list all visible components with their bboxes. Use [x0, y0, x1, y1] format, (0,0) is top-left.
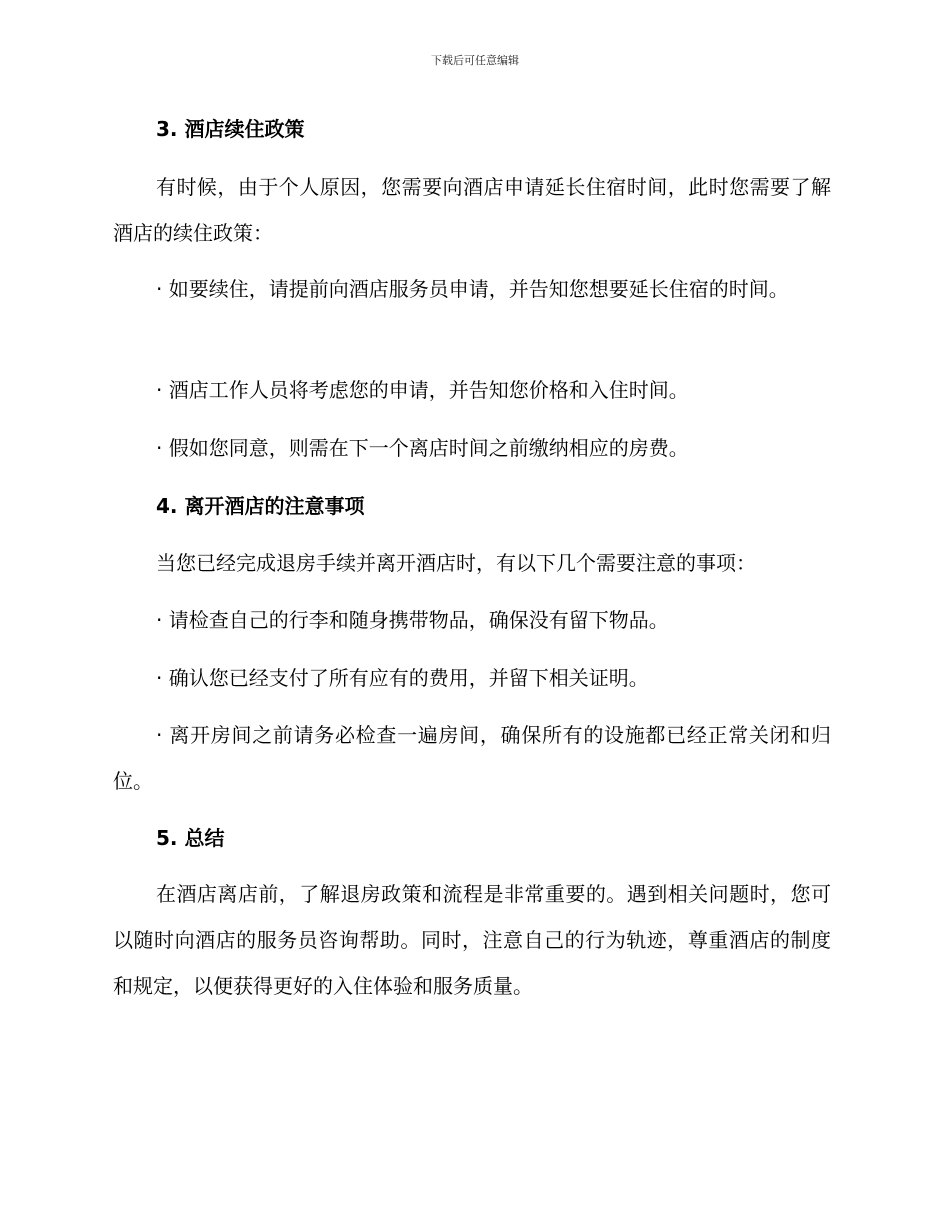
list-item-check-luggage: · 请检查自己的行李和随身携带物品，确保没有留下物品。: [156, 608, 669, 632]
list-item-renewal-apply: · 如要续住，请提前向酒店服务员申请，并告知您想要延长住宿的时间。: [156, 277, 789, 301]
list-item-renewal-pay: · 假如您同意，则需在下一个离店时间之前缴纳相应的房费。: [156, 436, 689, 460]
list-item-renewal-consider: · 酒店工作人员将考虑您的申请，并告知您价格和入住时间。: [156, 378, 689, 402]
list-item-check-room: · 离开房间之前请务必检查一遍房间，确保所有的设施都已经正常关闭和归位。: [113, 723, 831, 793]
section-heading-5: 5. 总结: [156, 826, 225, 850]
paragraph-renewal-intro: 有时候，由于个人原因，您需要向酒店申请延长住宿时间，此时您需要了解酒店的续住政策：: [113, 175, 831, 245]
section-heading-4: 4. 离开酒店的注意事项: [156, 494, 365, 518]
section-heading-3: 3. 酒店续住政策: [156, 117, 305, 141]
page-header-note: 下载后可任意编辑: [431, 54, 519, 67]
paragraph-leaving-intro: 当您已经完成退房手续并离开酒店时，有以下几个需要注意的事项：: [156, 551, 756, 575]
paragraph-summary: 在酒店离店前，了解退房政策和流程是非常重要的。遇到相关问题时，您可以随时向酒店的服务员咨询帮助。同时，注意自己的行为轨迹，尊重酒店的制度和规定，以便获得更好的入住体验和服务质量。: [113, 882, 831, 998]
list-item-confirm-payment: · 确认您已经支付了所有应有的费用，并留下相关证明。: [156, 666, 649, 690]
